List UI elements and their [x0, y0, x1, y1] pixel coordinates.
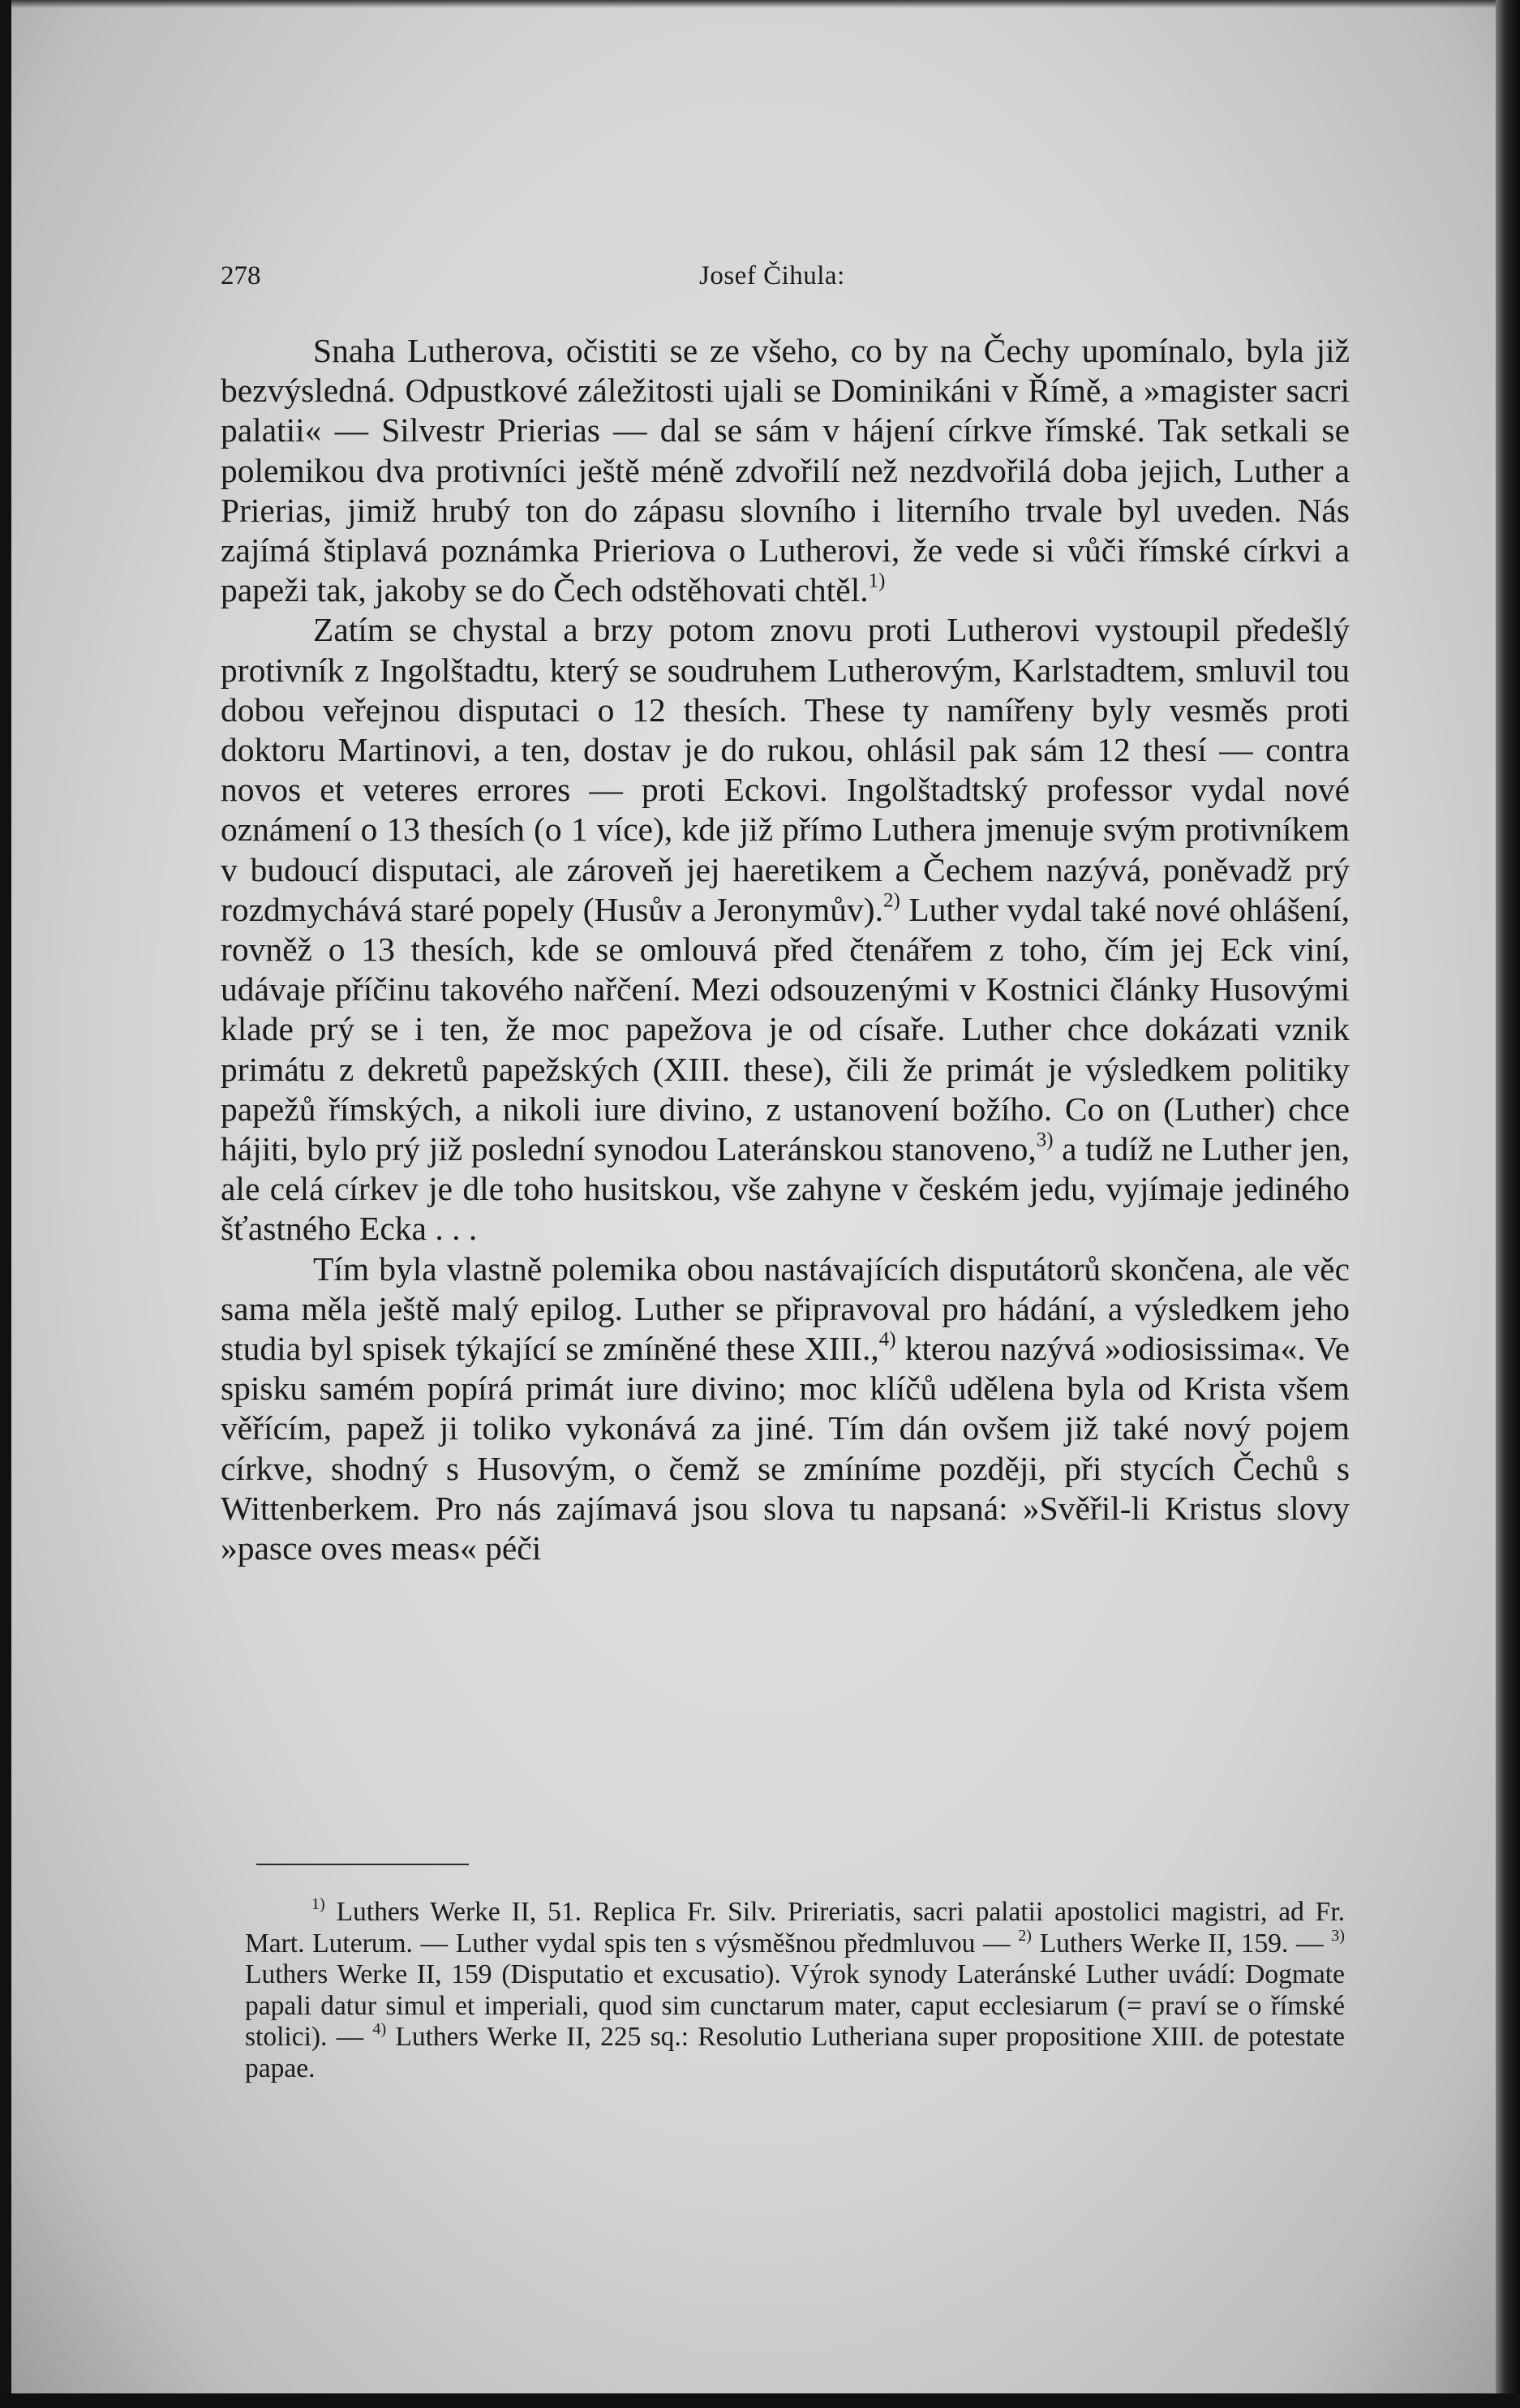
scan-edge-bottom: [0, 2393, 1520, 2408]
paragraph-2-text-b: Luther vydal také nové ohlášení, rovněž o 13 thesích, kde se omlouvá před čtenářem z toho, čím jej Eck viní, udávaje příčinu takového nařčení. Mezi odsouzenými v Kostnici články Husovými klade prý se i ten, že moc papežova je od císaře. Luther chce dokázati vznik primátu z dekretů papežských (XIII. these), čili že primát je výsledkem politiky papežů římských, a nikoli iure divino, z ustanovení božího. Co on (Luther) chce hájiti, bylo prý již poslední synodou Lateránskou stanoveno,: [221, 890, 1350, 1168]
footnote-4: Luthers Werke II, 225 sq.: Resolutio Lutheriana super propositione XIII. de potestate papae.: [245, 2022, 1346, 2083]
paragraph-2-text-a: Zatím se chystal a brzy potom znovu proti Lutherovi vystoupil předešlý protivník z Ingolštadtu, který se soudruhem Lutherovým, Karlstadtem, smluvil tou dobou veřejnou disputaci o 12 thesích. These ty namířeny byly vesměs proti doktoru Martinovi, a ten, dostav je do rukou, ohlásil pak sám 12 thesí — contra novos et veteres errores — proti Eckovi. Ingolštadtský professor vydal nové oznámení o 13 thesích (o 1 více), kde již přímo Luthera jmenuje svým protivníkem v budoucí disputaci, ale zároveň jej haeretikem a Čechem nazývá, poněvadž prý rozdmychává staré popely (Husův a Jeronymův).: [221, 611, 1350, 928]
paragraph-3: [221, 1249, 1350, 1569]
footnote-mark-3: 3): [1331, 1926, 1345, 1945]
paragraph-1-text: Snaha Lutherova, očistiti se ze všeho, co by na Čechy upomínalo, byla již bezvýsledná. Odpustkové záležitosti ujali se Dominikáni v Římě, a »magister sacri palatii« — Silvestr Prierias — dal se sám v hájení církve římské. Tak setkali se polemikou dva protivníci ještě méně zdvořilí než nezdvořilá doba jejich, Luther a Prierias, jimiž hrubý ton do zápasu slovního i literního trvale byl uveden. Nás zajímá štiplavá poznámka Prieriova o Lutherovi, že vede si vůči římské církvi a papeži tak, jakoby se do Čech odstěhovati chtěl.: [221, 332, 1350, 609]
footnotes: [245, 1894, 1346, 2085]
footnote-ref-3: 3): [1036, 1129, 1054, 1151]
paragraph-1: [221, 331, 1350, 610]
page-number: 278: [221, 261, 261, 290]
paragraph-3-text-a: Tím byla vlastně polemika obou nastávajících disputátorů skončena, ale věc sama měla ještě malý epilog. Luther se připravoval pro hádání, a výsledkem jeho studia byl spisek týkající se zmíněné these XIII.,: [221, 1249, 1350, 1368]
running-head: Josef Čihula:: [699, 261, 845, 290]
paragraph-2-text-c: a tudíž ne Luther jen, ale celá církev je dle toho husitskou, vše zahyne v českém jedu, vyjímaje jediného šťastného Ecka . . .: [221, 1130, 1350, 1248]
scan-edge-right: [1496, 0, 1520, 2408]
page-header: [221, 261, 1348, 303]
paragraph-3-text-b: kterou nazývá »odiosissima«. Ve spisku samém popírá primát iure divino; moc klíčů udělena byla od Krista všem věřícím, papež ji toliko vykonává za jiné. Tím dán ovšem již také nový pojem církve, shodný s Husovým, o čemž se zmíníme později, při stycích Čechů s Wittenberkem. Pro nás zajímavá jsou slova tu napsaná: »Svěřil-li Kristus slovy »pasce oves meas« péči: [221, 1330, 1350, 1567]
footnote-mark-2: 2): [1018, 1926, 1032, 1945]
scan-edge-left: [0, 0, 11, 2408]
scan-edge-top: [0, 0, 1520, 8]
footnote-divider: [256, 1864, 469, 1865]
footnote-ref-4: 4): [878, 1328, 896, 1351]
footnote-ref-2: 2): [883, 889, 900, 912]
footnote-mark-4: 4): [372, 2020, 387, 2039]
footnote-1: Luthers Werke II, 51. Replica Fr. Silv. Prireriatis, sacri palatii apostolici magistri, ad Fr. Mart. Luterum. — Luther vydal spis ten s výsměšnou předmluvou —: [245, 1897, 1345, 1959]
body-text: [221, 331, 1350, 1568]
paragraph-2: [221, 610, 1350, 1249]
footnote-ref-1: 1): [868, 570, 886, 592]
footnote-mark-1: 1): [311, 1894, 325, 1913]
footnote-3: Luthers Werke II, 159 (Disputatio et excusatio). Výrok synody Lateránské Luther uvádí: Dogmate papali datur simul et imperiali, quod sim cunctarum mater, caput ecclesiarum (= praví se o římské stolici). —: [245, 1959, 1345, 2053]
footnote-2: Luthers Werke II, 159. —: [1039, 1928, 1324, 1959]
